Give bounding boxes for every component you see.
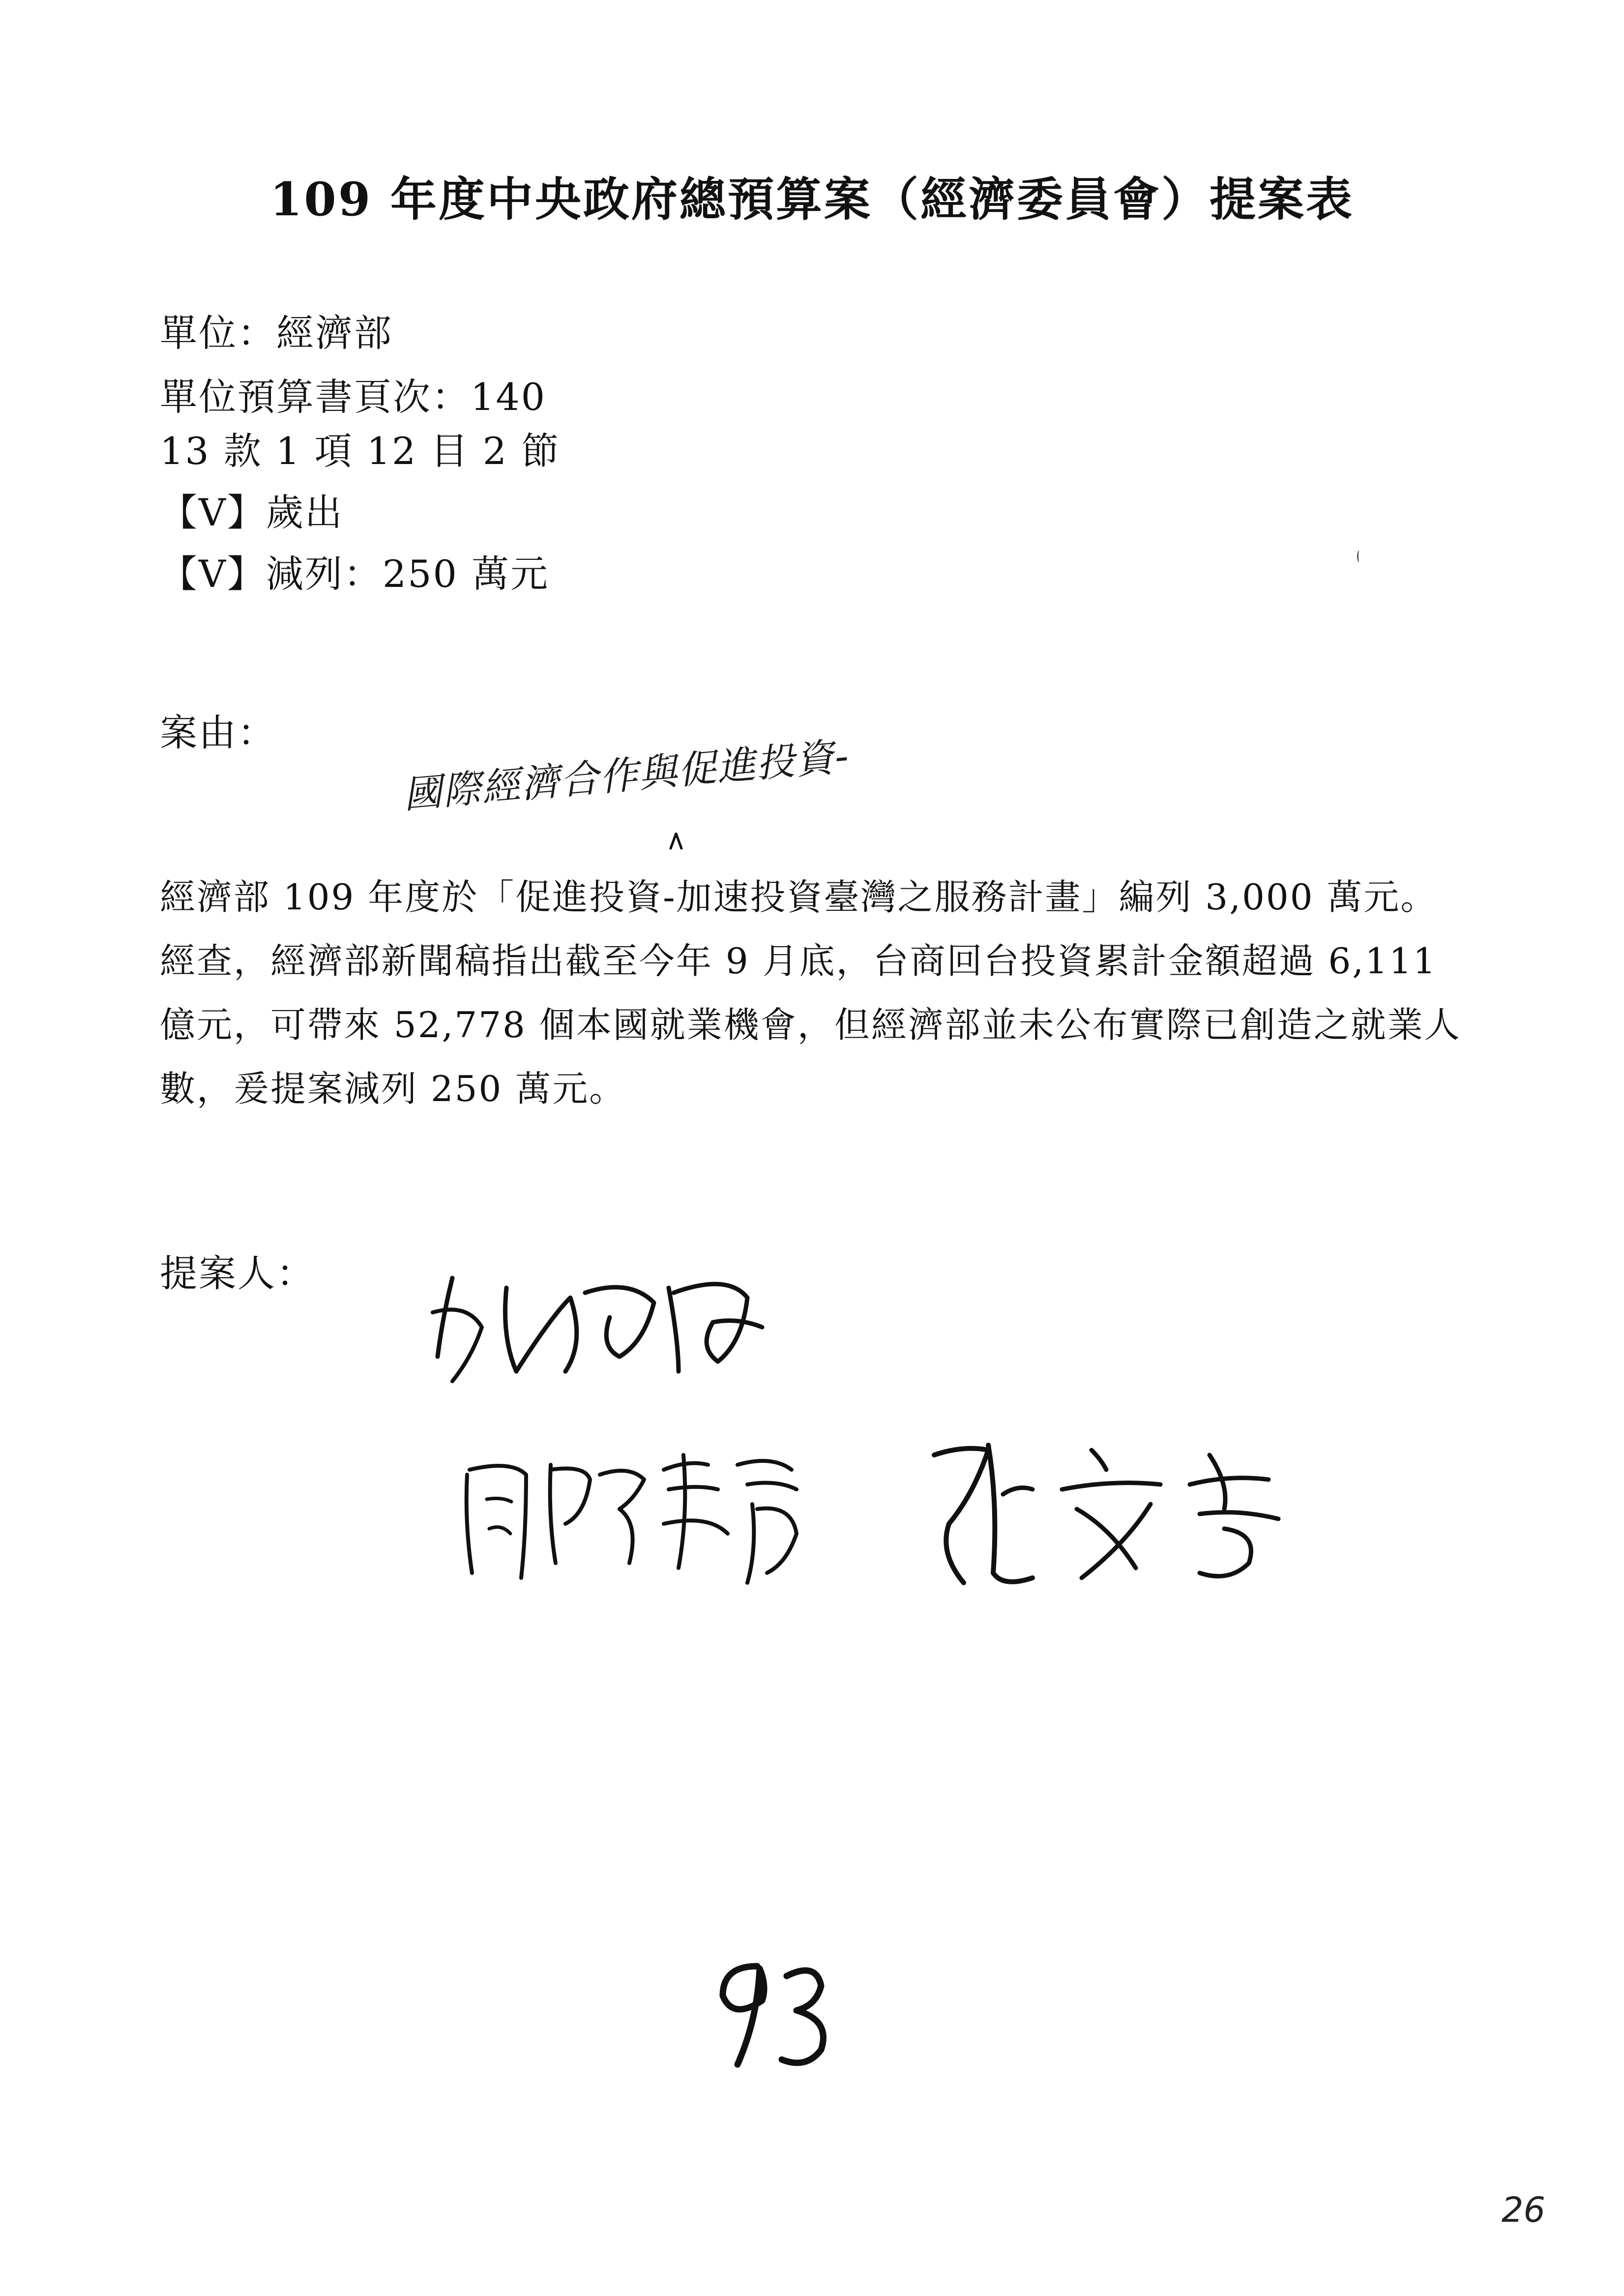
body-line-2: 經查，經濟部新聞稿指出截至今年 9 月底，台商回台投資累計金額超過 6,111: [160, 940, 1437, 982]
reason-body: [160, 865, 1487, 1121]
handwritten-insertion: 國際經濟合作與促進投資-: [401, 734, 852, 817]
signature-2: [452, 1435, 806, 1593]
signature-3: [905, 1425, 1318, 1602]
budget-page-field: 單位預算書頁次：140: [160, 375, 547, 419]
page-number: 26: [1501, 2190, 1545, 2230]
document-title: 109 年度中央政府總預算案（經濟委員會）提案表: [270, 173, 1354, 227]
body-line-4: 數，爰提案減列 250 萬元。: [160, 1068, 626, 1109]
body-line-3: 億元，可帶來 52,778 個本國就業機會，但經濟部並未公布實際已創造之就業人: [160, 1004, 1461, 1046]
proposer-label: 提案人：: [160, 1251, 315, 1295]
scan-speck: [1357, 551, 1361, 562]
section-field: 13 款 1 項 12 目 2 節: [160, 429, 561, 473]
reason-label: 案由：: [160, 711, 276, 755]
expenditure-checkbox-field: 【V】歲出: [160, 491, 344, 534]
signature-1: [423, 1258, 797, 1406]
reduction-checkbox-field: 【V】減列：250 萬元: [160, 552, 550, 596]
handwritten-page-mark: [703, 1947, 841, 2074]
insertion-caret-mark: [669, 831, 683, 850]
unit-field: 單位：經濟部: [160, 311, 393, 355]
body-line-1: 經濟部 109 年度於「促進投資-加速投資臺灣之服務計畫」編列 3,000 萬元。: [160, 876, 1438, 918]
